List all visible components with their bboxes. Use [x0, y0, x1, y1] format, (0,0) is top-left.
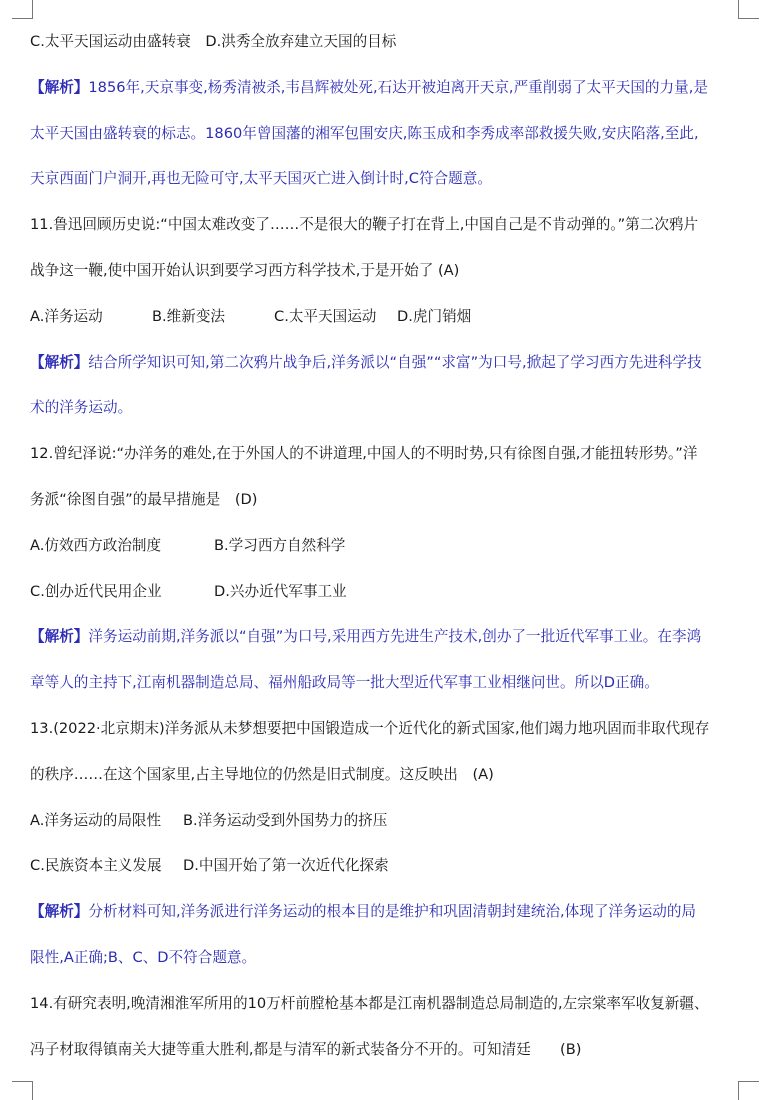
- analysis-tag: 【解析】: [30, 628, 89, 646]
- crop-mark-bottom-right: [738, 1081, 759, 1100]
- q10-analysis-line-2: 太平天国由盛转衰的标志。1860年曾国藩的湘军包围安庆,陈玉成和李秀成率部救援失败,安庆陷落,至此,: [30, 124, 699, 142]
- q11-option-b: B.维新变法: [152, 307, 226, 325]
- analysis-tag: 【解析】: [30, 353, 89, 371]
- analysis-tag: 【解析】: [30, 903, 89, 921]
- q14-stem-line-1: 14.有研究表明,晚清湘淮军所用的10万杆前膛枪基本都是江南机器制造总局制造的,左宗棠率军收复新疆、: [30, 994, 709, 1012]
- analysis-text: 分析材料可知,洋务派进行洋务运动的根本目的是维护和巩固清朝封建统治,体现了洋务运动的局: [88, 903, 697, 921]
- q10-analysis-line-3: 天京西面门户洞开,再也无险可守,太平天国灭亡进入倒计时,C符合题意。: [30, 170, 492, 188]
- q12-option-c: C.创办近代民用企业: [30, 582, 162, 600]
- q12-stem-line-1: 12.曾纪泽说:“办洋务的难处,在于外国人的不讲道理,中国人的不明时势,只有徐图自强,才能扭转形势。”洋: [30, 445, 698, 463]
- crop-mark-top-left: [12, 0, 33, 19]
- analysis-tag: 【解析】: [30, 78, 89, 96]
- q12-options-ab: [30, 532, 746, 578]
- q11-analysis-line-2: 术的洋务运动。: [30, 399, 133, 417]
- q11-option-c: C.太平天国运动: [274, 307, 377, 325]
- q12-option-b: B.学习西方自然科学: [214, 536, 346, 554]
- analysis-text: 结合所学知识可知,第二次鸦片战争后,洋务派以“自强”“求富”为口号,掀起了学习西方先进科学技: [88, 353, 702, 371]
- q12-option-d: D.兴办近代军事工业: [214, 582, 347, 600]
- q11-options: [30, 303, 746, 349]
- q12-stem-line-2: 务派“徐图自强”的最早措施是 (D): [30, 490, 258, 508]
- q13-options-cd: [30, 852, 746, 898]
- q14-stem-line-2: 冯子材取得镇南关大捷等重大胜利,都是与清军的新式装备分不开的。可知清廷 (B): [30, 1040, 582, 1058]
- crop-mark-top-right: [738, 0, 759, 19]
- q13-options-ab: [30, 807, 746, 853]
- q13-stem-line-1: 13.(2022·北京期末)洋务派从未梦想要把中国锻造成一个近代化的新式国家,他们竭力地巩固而非取代现存: [30, 719, 710, 737]
- q12-analysis-line-1: [30, 623, 746, 669]
- q13-option-a: A.洋务运动的局限性: [30, 811, 162, 829]
- q12-options-cd: [30, 578, 746, 624]
- crop-mark-bottom-left: [12, 1081, 33, 1100]
- q13-analysis-line-1: [30, 898, 746, 944]
- q11-stem-line-2: 战争这一鞭,使中国开始认识到要学习西方科学技术,于是开始了 (A): [30, 261, 460, 279]
- analysis-text: 洋务运动前期,洋务派以“自强”为口号,采用西方先进生产技术,创办了一批近代军事工业。在李鸿: [88, 628, 702, 646]
- q11-option-a: A.洋务运动: [30, 307, 103, 325]
- q10-analysis-line-1: [30, 74, 746, 120]
- q12-option-a: A.仿效西方政治制度: [30, 536, 162, 554]
- q11-option-d: D.虎门销烟: [397, 307, 472, 325]
- q13-analysis-line-2: 限性,A正确;B、C、D不符合题意。: [30, 948, 257, 966]
- document-body: [30, 28, 746, 1081]
- q13-option-c: C.民族资本主义发展: [30, 857, 162, 875]
- q13-option-d: D.中国开始了第一次近代化探索: [183, 857, 389, 875]
- q11-stem-line-1: 11.鲁迅回顾历史说:“中国太难改变了……不是很大的鞭子打在背上,中国自己是不肯动弹的。”第二次鸦片: [30, 216, 699, 234]
- q10-options-cd: C.太平天国运动由盛转衰 D.洪秀全放弃建立天国的目标: [30, 33, 397, 50]
- q13-stem-line-2: 的秩序……在这个国家里,占主导地位的仍然是旧式制度。这反映出 (A): [30, 765, 494, 783]
- q11-analysis-line-1: [30, 349, 746, 395]
- q12-analysis-line-2: 章等人的主持下,江南机器制造总局、福州船政局等一批大型近代军事工业相继问世。所以D正确。: [30, 674, 659, 692]
- q13-option-b: B.洋务运动受到外国势力的挤压: [183, 811, 388, 829]
- analysis-text: 1856年,天京事变,杨秀清被杀,韦昌辉被处死,石达开被迫离开天京,严重削弱了太平天国的力量,是: [88, 78, 708, 96]
